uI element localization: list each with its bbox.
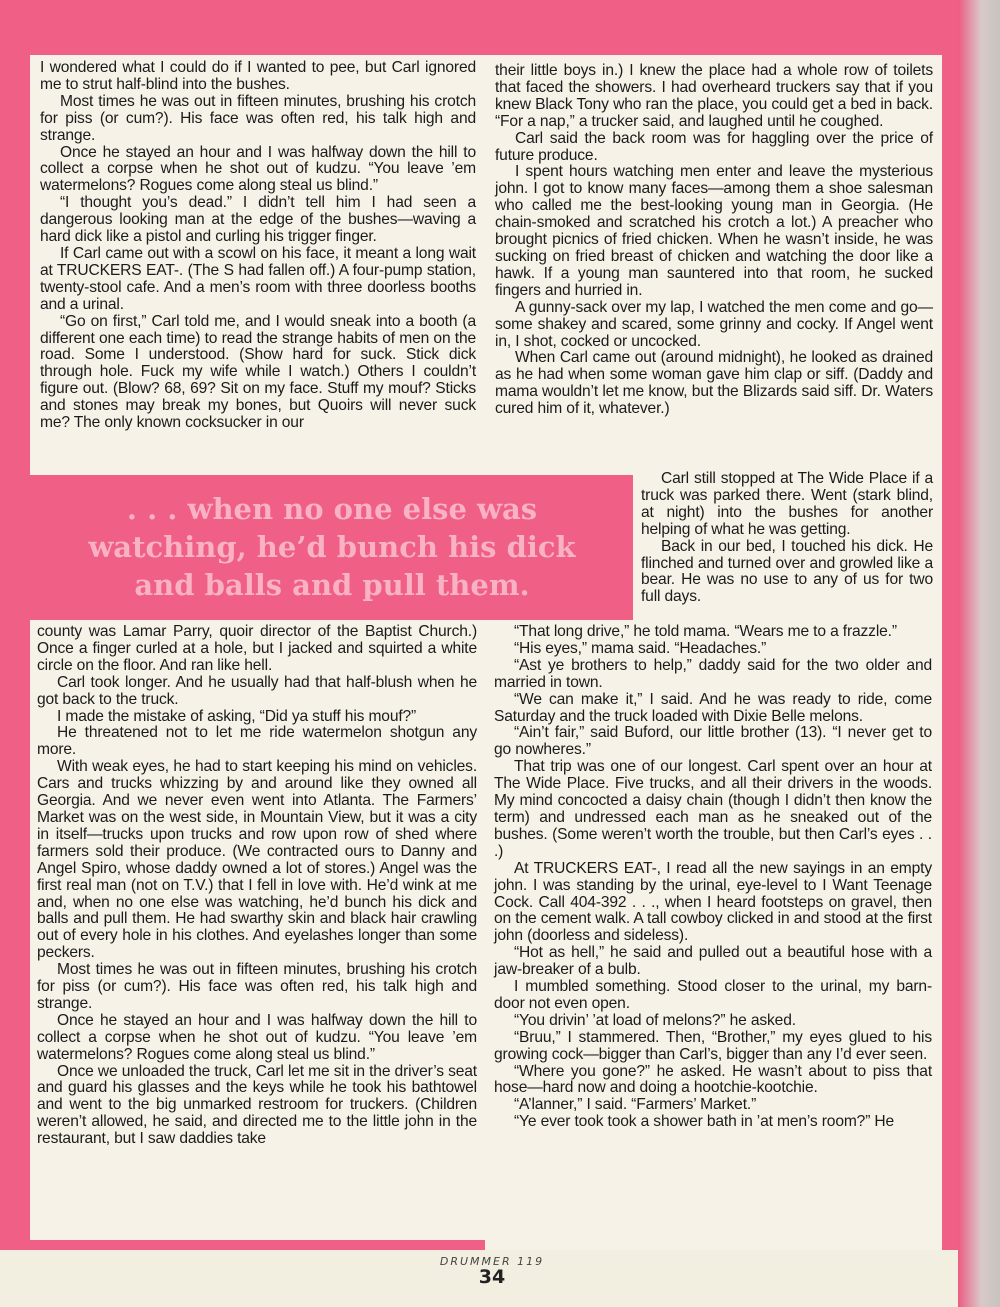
paragraph: Back in our bed, I touched his dick. He flinched and turned over and growled like a bear. He was no use to any of us for two full days. [641, 537, 933, 606]
paragraph: A gunny-sack over my lap, I watched the men come and go—some shakey and scared, some grinny and cocky. If Angel went in, I shot, cocked or uncocked. [495, 298, 933, 350]
paragraph: “Where you gone?” he asked. He wasn’t about to piss that hose—hard now and doing a hootchie-kootchie. [494, 1062, 932, 1097]
article-column-left-bottom [37, 624, 477, 1148]
paragraph: With weak eyes, he had to start keeping his mind on vehicles. Cars and trucks whizzing by and around like they owned all Georgia. And we never even went into Atlanta. The Farmers’ Market was on the west side, in Mountain View, but it was a city in itself—trucks upon trucks and row upon row of shed where farmers sold their produce. (We contracted ours to Danny and Angel Spiro, whose daddy owned a lot of stores.) Angel was the first real man (not on T.V.) that I fell in love with. He’d wink at me and, when no one else was watching, he’d bunch his dick and balls and pull them. He had swarthy skin and black hair crawling out of every hole in his clothes. And eyelashes longer than some peckers. [37, 758, 477, 962]
paragraph: Most times he was out in fifteen minutes, brushing his crotch for piss (or cum?). His face was often red, his talk high and strange. [37, 961, 477, 1012]
paragraph: “A’lanner,” I said. “Farmers’ Market.” [514, 1096, 757, 1114]
article-column-right-top [495, 63, 933, 418]
paragraph: Once we unloaded the truck, Carl let me sit in the driver’s seat and guard his glasses and the keys while he took his bathtowel and went to the big unmarked restroom for truckers. (Children weren’t allowed, he said, and directed me to the little john in the restaurant, but I saw daddies take [37, 1062, 477, 1148]
paragraph: Once he stayed an hour and I was halfway down the hill to collect a corpse when he shot out of kudzu. “You leave ’em watermelons? Rogues come along steal us blind.” [37, 1011, 477, 1063]
pull-quote: . . . when no one else was watching, he’d bunch his dick and balls and pull them. [88, 492, 576, 602]
paragraph: Once he stayed an hour and I was halfway down the hill to collect a corpse when he shot out of kudzu. “You leave ’em watermelons? Rogues come along steal us blind.” [40, 143, 476, 195]
paragraph: “Go on first,” Carl told me, and I would sneak into a booth (a different one each time) to read the strange habits of men on the road. Some I understood. (Show hard for suck. Stick dick through hole. Fuck my wife while I watch.) Others I couldn’t figure out. (Blow? 68, 69? Sit on my face. Stuff my mouf? Sticks and stones may break my bones, but Quoirs will never suck me? The only known cocksucker in our [40, 312, 476, 432]
page-edge [958, 0, 1000, 1307]
page-number: 34 [478, 1266, 506, 1288]
article-column-right-mid [641, 471, 933, 606]
paragraph: When Carl came out (around midnight), he looked as drained as he had when some woman gave him clap or siff. (Daddy and mama wouldn’t let me know, but the Blizards said siff. Dr. Waters cured him of it, whatever.) [495, 349, 933, 418]
paragraph: “Ain’t fair,” said Buford, our little brother (13). “I never get to go nowheres.” [494, 724, 932, 759]
paragraph: “Ye ever took took a shower bath in ’at men’s room?” He [514, 1113, 895, 1131]
paragraph: county was Lamar Parry, quoir director of the Baptist Church.) Once a finger curled at a hole, but I jacked and squirted a white circle on the floor. And ran like hell. [37, 623, 477, 674]
paragraph: “We can make it,” I said. And he was ready to ride, come Saturday and the truck loaded with Dixie Belle melons. [494, 690, 932, 725]
paragraph: I mumbled something. Stood closer to the urinal, my barn-door not even open. [494, 978, 932, 1012]
paragraph: “Bruu,” I stammered. Then, “Brother,” my eyes glued to his growing cock—bigger than Carl’s, bigger than any I’d ever seen. [494, 1028, 932, 1063]
paragraph: If Carl came out with a scowl on his face, it meant a long wait at TRUCKERS EAT-. (The S had fallen off.) A four-pump station, twenty-stool cafe. And a men’s room with three doorless booths and a urinal. [40, 244, 476, 313]
paragraph: He threatened not to let me ride watermelon shotgun any more. [37, 724, 477, 759]
article-column-right-bottom [494, 624, 932, 1131]
magazine-name: DRUMMER 119 [439, 1255, 545, 1268]
paragraph: At TRUCKERS EAT-, I read all the new sayings in an empty john. I was standing by the urinal, eye-level to I Want Teenage Cock. Call 404-392 . . ., when I heard footsteps on gravel, then on the cement walk. A tall cowboy clicked in and stood at the first john (doorless and sideless). [494, 859, 932, 945]
paragraph: “His eyes,” mama said. “Headaches.” [514, 639, 767, 657]
paragraph: I spent hours watching men enter and leave the mysterious john. I got to know many faces—among them a shoe salesman who called me the best-looking young man in Georgia. (He chain-smoked and scratched his crotch a lot.) A preacher who brought picnics of fried chicken. When he wasn’t inside, he was sucking on fried breast of chicken and watching the door like a hawk. If a young man sauntered into that room, he sucked fingers and hurried in. [495, 163, 933, 299]
paragraph: “That long drive,” he told mama. “Wears me to a frazzle.” [514, 623, 897, 640]
paragraph: Carl said the back room was for haggling over the price of future produce. [495, 129, 933, 164]
paragraph: “Hot as hell,” he said and pulled out a beautiful hose with a jaw-breaker of a bulb. [494, 944, 932, 979]
paragraph: I wondered what I could do if I wanted to pee, but Carl ignored me to strut half-blind into the bushes. [40, 59, 476, 93]
paragraph: That trip was one of our longest. Carl spent over an hour at The Wide Place. Five trucks, and all their drivers in the woods. My mind concocted a daisy chain (though I didn’t then know the term) and undressed each man as he sneaked out of the bushes. (Some weren’t worth the trouble, but then Carl’s eyes . . .) [494, 758, 932, 860]
article-column-left-top [40, 60, 476, 432]
paragraph: Carl still stopped at The Wide Place if a truck was parked there. Went (stark blind, at night) into the bushes for another helping of what he was getting. [641, 470, 933, 538]
paragraph: “You drivin’ ’at load of melons?” he asked. [514, 1011, 796, 1029]
paragraph: “Ast ye brothers to help,” daddy said for the two older and married in town. [494, 656, 932, 691]
paragraph: their little boys in.) I knew the place had a whole row of toilets that faced the showers. I had overheard truckers say that if you knew Black Tony who ran the place, you could get a bed in back. “For a nap,” a trucker said, and laughed until he coughed. [495, 62, 933, 130]
paragraph: I made the mistake of asking, “Did ya stuff his mouf?” [57, 707, 417, 725]
paragraph: Carl took longer. And he usually had that half-blush when he got back to the truck. [37, 673, 477, 708]
paragraph: Most times he was out in fifteen minutes, brushing his crotch for piss (or cum?). His face was often red, his talk high and strange. [40, 92, 476, 144]
paragraph: “I thought you’s dead.” I didn’t tell him I had seen a dangerous looking man at the edge of the bushes—waving a hard dick like a pistol and curling his trigger finger. [40, 194, 476, 246]
